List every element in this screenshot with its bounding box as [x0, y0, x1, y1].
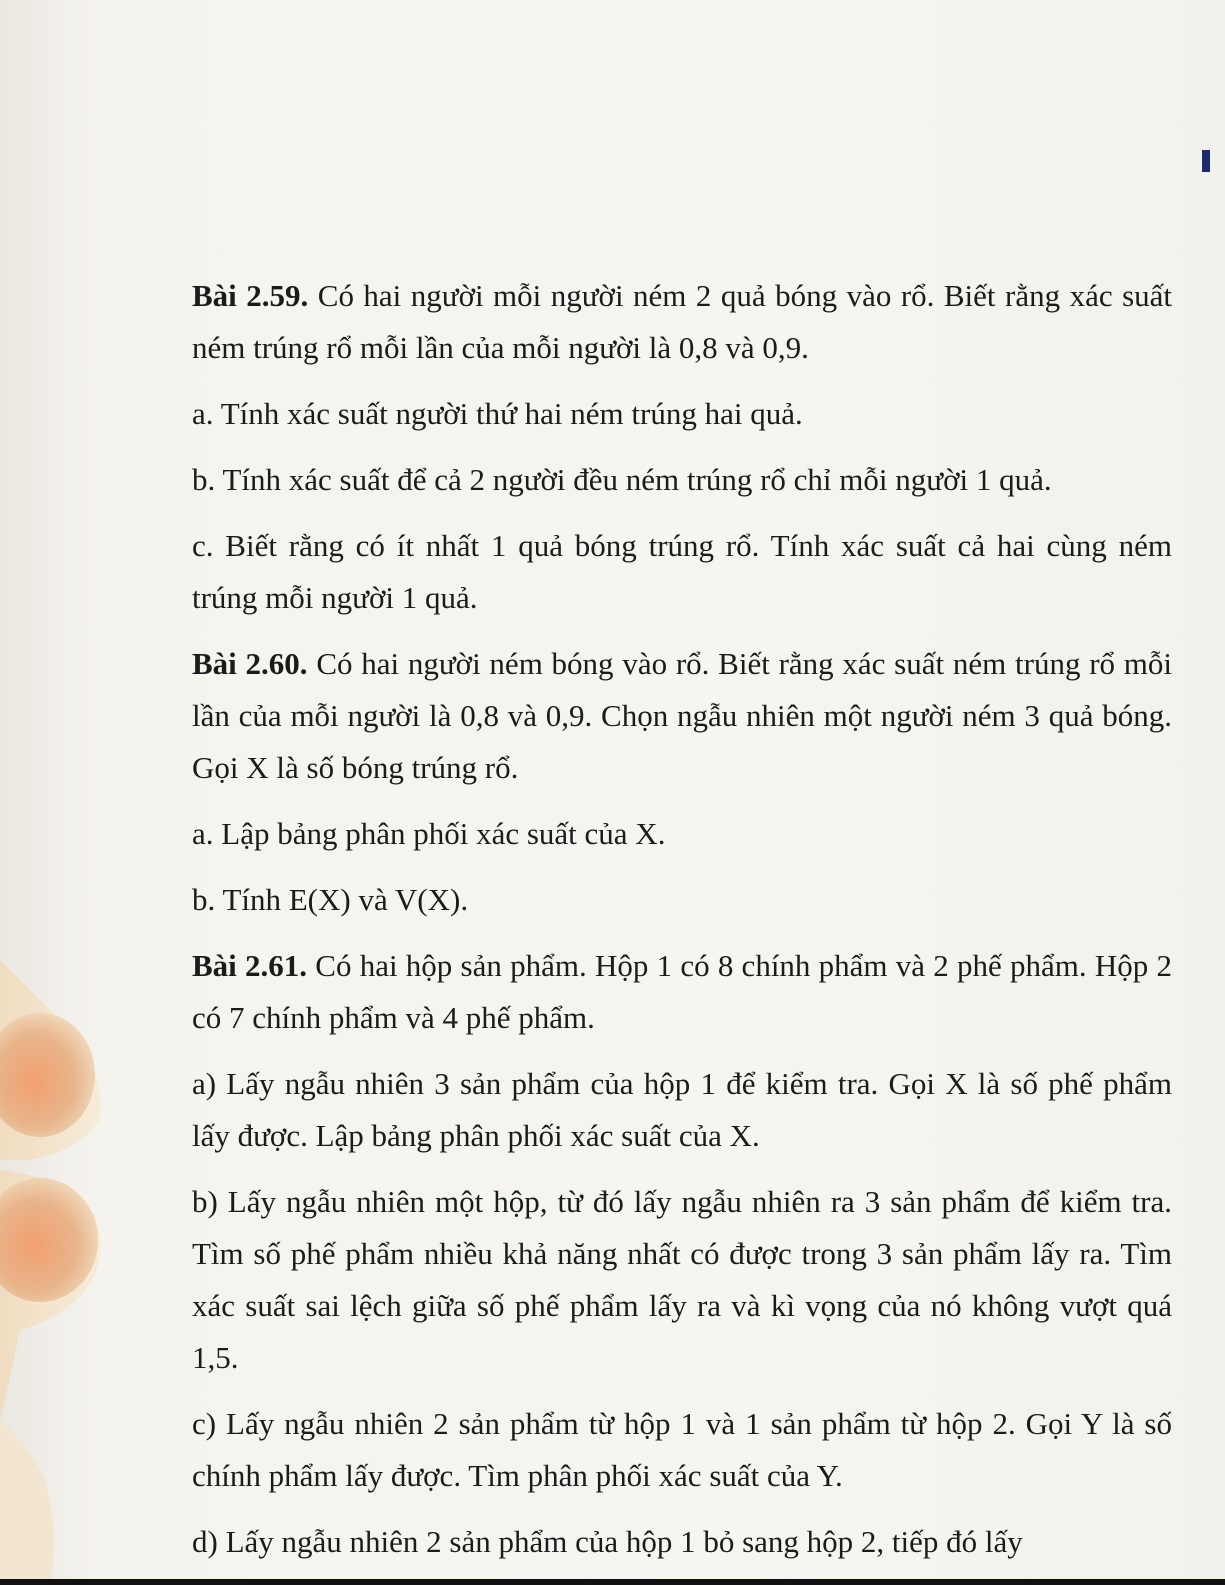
problem-2-59: [192, 270, 1172, 374]
page-edge-mark: [1202, 150, 1210, 172]
problem-part: c) Lấy ngẫu nhiên 2 sản phẩm từ hộp 1 và 1 sản phẩm từ hộp 2. Gọi Y là số chính phẩm lấy được. Tìm phân phối xác suất của Y.: [192, 1406, 1172, 1493]
problem-part: a. Lập bảng phân phối xác suất của X.: [192, 816, 666, 851]
problem-part: a. Tính xác suất người thứ hai ném trúng hai quả.: [192, 396, 803, 431]
problem-text: Có hai người mỗi người ném 2 quả bóng vào rổ. Biết rằng xác suất ném trúng rổ mỗi lần của mỗi người là 0,8 và 0,9.: [192, 278, 1173, 365]
problem-label: Bài 2.60.: [192, 646, 308, 681]
problem-part: a) Lấy ngẫu nhiên 3 sản phẩm của hộp 1 để kiểm tra. Gọi X là số phế phẩm lấy được. Lập bảng phân phối xác suất của X.: [192, 1066, 1172, 1153]
problem-text: Có hai người ném bóng vào rổ. Biết rằng xác suất ném trúng rổ mỗi lần của mỗi người là 0,8 và 0,9. Chọn ngẫu nhiên một người ném 3 quả bóng. Gọi X là số bóng trúng rổ.: [192, 646, 1172, 785]
bottom-edge: [0, 1579, 1225, 1585]
finger-image: [0, 0, 140, 1585]
problem-text: Có hai hộp sản phẩm. Hộp 1 có 8 chính phẩm và 2 phế phẩm. Hộp 2 có 7 chính phẩm và 4 phế phẩm.: [192, 948, 1172, 1035]
problem-part: c. Biết rằng có ít nhất 1 quả bóng trúng rổ. Tính xác suất cả hai cùng ném trúng mỗi người 1 quả.: [192, 528, 1172, 615]
problem-part: b. Tính xác suất để cả 2 người đều ném trúng rổ chỉ mỗi người 1 quả.: [192, 462, 1052, 497]
page-content: [192, 270, 1172, 1568]
problem-part: b. Tính E(X) và V(X).: [192, 882, 469, 917]
problem-2-61: [192, 940, 1172, 1044]
problem-part: d) Lấy ngẫu nhiên 2 sản phẩm của hộp 1 bỏ sang hộp 2, tiếp đó lấy: [192, 1524, 1023, 1559]
problem-label: Bài 2.59.: [192, 278, 309, 313]
problem-label: Bài 2.61.: [192, 948, 308, 983]
problem-part: b) Lấy ngẫu nhiên một hộp, từ đó lấy ngẫu nhiên ra 3 sản phẩm để kiểm tra. Tìm số phế phẩm nhiều khả năng nhất có được trong 3 sản phẩm lấy ra. Tìm xác suất sai lệch giữa số phế phẩm lấy ra và kì vọng của nó không vượt quá 1,5.: [192, 1184, 1172, 1375]
problem-2-60: [192, 638, 1172, 794]
